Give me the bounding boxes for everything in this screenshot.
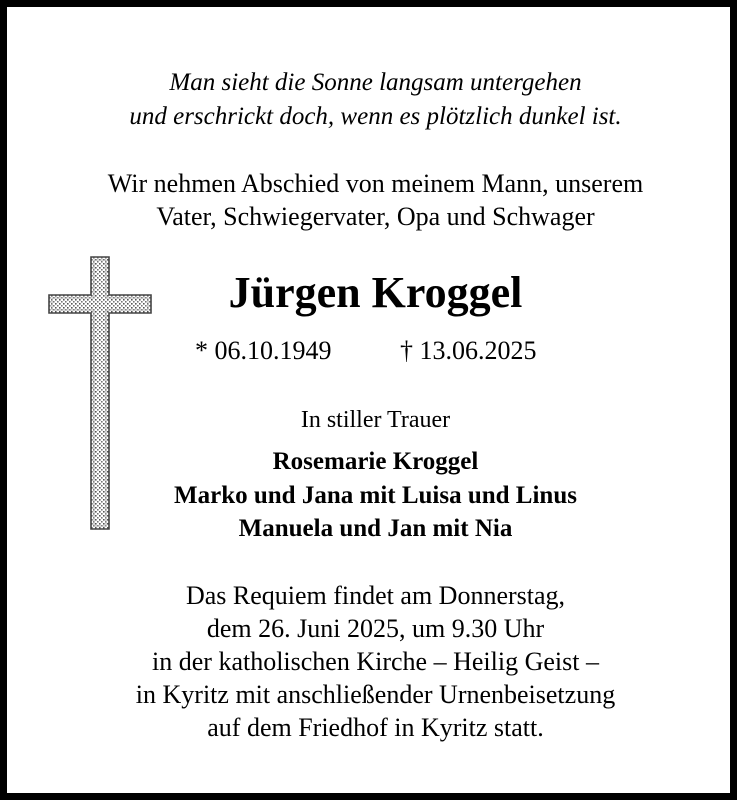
deceased-name: Jürgen Kroggel [228,268,523,317]
intro-line-1: Wir nehmen Abschied von meinem Mann, unserem [107,169,644,198]
quote-line-2: und erschrickt doch, wenn es plötzlich dunkel ist. [129,103,622,130]
mourning-heading: In stiller Trauer [300,407,451,433]
death-date: † 13.06.2025 [400,336,537,365]
service-line: auf dem Friedhof in Kyritz statt. [207,713,544,742]
service-line: Das Requiem findet am Donnerstag, [185,581,566,610]
mourner-name: Marko und Jana mit Luisa und Linus [174,482,577,509]
service-line: in Kyritz mit anschließender Urnenbeisetzung [135,680,616,709]
mourner-name: Manuela und Jan mit Nia [238,515,513,542]
quote-line-1: Man sieht die Sonne langsam untergehen [169,69,582,96]
service-line: in der katholischen Kirche – Heilig Geist – [152,647,599,676]
birth-date: * 06.10.1949 [195,336,332,365]
mourner-name: Rosemarie Kroggel [272,448,479,475]
service-line: dem 26. Juni 2025, um 9.30 Uhr [206,614,545,643]
intro-line-2: Vater, Schwiegervater, Opa und Schwager [156,202,595,231]
